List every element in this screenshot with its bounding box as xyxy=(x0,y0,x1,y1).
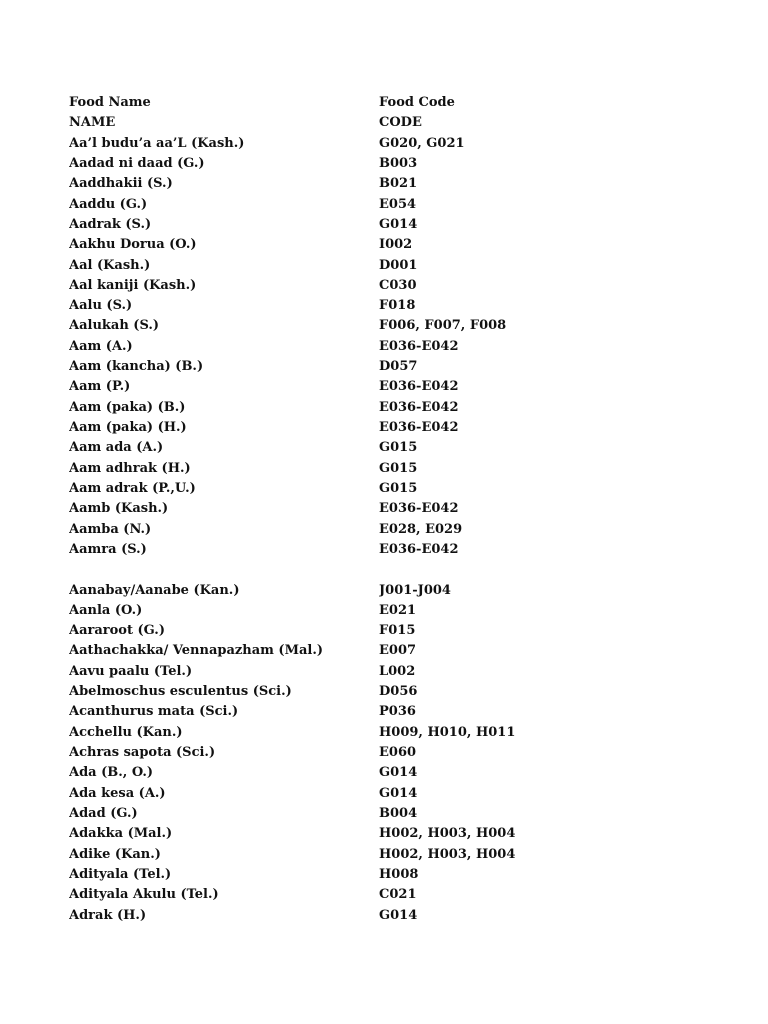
food-code-header: Food Code xyxy=(379,95,455,110)
food-code-cell: E021 xyxy=(379,602,417,618)
table-row xyxy=(69,763,709,783)
table-row xyxy=(69,154,709,174)
table-row xyxy=(69,520,709,540)
table-row xyxy=(69,845,709,865)
food-code-cell: G015 xyxy=(379,460,418,476)
table-row xyxy=(69,195,709,215)
food-name-cell: Aadad ni daad (G.) xyxy=(69,155,205,171)
food-name-cell: Aamba (N.) xyxy=(69,521,152,537)
table-row xyxy=(69,824,709,844)
food-code-cell: P036 xyxy=(379,704,416,720)
food-code-cell: D001 xyxy=(379,257,418,273)
food-code-cell: H002, H003, H004 xyxy=(379,846,516,862)
food-name-cell: Adike (Kan.) xyxy=(69,846,161,862)
food-name-cell: Aam (paka) (B.) xyxy=(69,399,186,415)
food-name-cell: Aathachakka/ Vennapazham (Mal.) xyxy=(69,643,324,659)
table-row xyxy=(69,499,709,519)
food-code-cell: B004 xyxy=(379,805,418,821)
table-row xyxy=(69,377,709,397)
food-name-header: Food Name xyxy=(69,95,151,110)
food-name-cell: Aararoot (G.) xyxy=(69,623,165,639)
food-name-cell: Aam (kancha) (B.) xyxy=(69,359,204,375)
food-name-cell: Aaddu (G.) xyxy=(69,196,148,212)
food-name-cell: Aamra (S.) xyxy=(69,541,147,557)
food-code-cell: E054 xyxy=(379,196,417,212)
table-row xyxy=(69,337,709,357)
table-row xyxy=(69,235,709,255)
table-row xyxy=(69,621,709,641)
table-row xyxy=(69,134,709,154)
food-name-cell: Aavu paalu (Tel.) xyxy=(69,663,193,679)
food-name-cell: Acanthurus mata (Sci.) xyxy=(69,704,239,720)
food-code-cell: E036-E042 xyxy=(379,338,459,354)
food-name-cell: Ada (B., O.) xyxy=(69,765,154,781)
food-name-cell: Aam (P.) xyxy=(69,379,131,395)
food-code-cell: B003 xyxy=(379,155,418,171)
food-name-cell: Aanla (O.) xyxy=(69,602,143,618)
food-code-cell: H002, H003, H004 xyxy=(379,826,516,842)
food-code-cell: F006, F007, F008 xyxy=(379,318,507,334)
food-code-cell: G014 xyxy=(379,785,418,801)
food-name-cell: Aamb (Kash.) xyxy=(69,501,169,517)
table-row xyxy=(69,682,709,702)
food-code-cell: E036-E042 xyxy=(379,379,459,395)
food-name-cell: Aa’l budu’a aa’L (Kash.) xyxy=(69,135,245,151)
table-row xyxy=(69,316,709,336)
food-name-cell: Acchellu (Kan.) xyxy=(69,724,183,740)
food-name-cell: Adityala (Tel.) xyxy=(69,866,172,882)
food-code-cell: E036-E042 xyxy=(379,420,459,435)
table-row xyxy=(69,418,709,438)
food-name-cell: Adrak (H.) xyxy=(69,907,147,923)
food-code-cell: B021 xyxy=(379,176,418,192)
food-code-cell: E060 xyxy=(379,745,417,760)
table-body xyxy=(69,581,709,926)
food-code-cell: G014 xyxy=(379,765,418,781)
food-code-cell: G014 xyxy=(379,907,418,923)
table-row xyxy=(69,601,709,621)
table-row xyxy=(69,438,709,458)
name-header: NAME xyxy=(69,115,116,131)
table-row xyxy=(69,662,709,682)
table-row xyxy=(69,479,709,499)
table-row xyxy=(69,296,709,316)
food-code-cell: H008 xyxy=(379,866,419,882)
food-name-cell: Aadrak (S.) xyxy=(69,216,152,232)
header-row xyxy=(69,113,709,133)
food-code-cell: G015 xyxy=(379,480,418,496)
food-code-cell: F015 xyxy=(379,623,416,639)
header-row xyxy=(69,93,709,113)
food-name-cell: Aaddhakii (S.) xyxy=(69,176,173,192)
food-code-cell: C030 xyxy=(379,277,417,293)
food-code-cell: J001-J004 xyxy=(379,582,451,598)
food-code-cell: C021 xyxy=(379,887,417,903)
food-name-cell: Aam ada (A.) xyxy=(69,440,164,456)
table-row xyxy=(69,804,709,824)
table-row xyxy=(69,540,709,560)
code-header: CODE xyxy=(379,115,422,131)
table-row xyxy=(69,256,709,276)
food-name-cell: Adityala Akulu (Tel.) xyxy=(69,887,219,903)
food-code-cell: I002 xyxy=(379,237,413,253)
food-name-cell: Aam (A.) xyxy=(69,338,133,354)
food-name-cell: Aanabay/Aanabe (Kan.) xyxy=(69,582,240,598)
food-name-cell: Ada kesa (A.) xyxy=(69,785,166,801)
food-code-cell: E028, E029 xyxy=(379,521,463,537)
table-body xyxy=(69,134,709,561)
table-row xyxy=(69,357,709,377)
blank-row xyxy=(69,560,709,580)
table-row xyxy=(69,723,709,743)
food-code-cell: G015 xyxy=(379,440,418,456)
food-name-cell: Adad (G.) xyxy=(69,805,138,821)
food-name-cell: Aam adhrak (H.) xyxy=(69,460,191,476)
food-code-cell: E036-E042 xyxy=(379,501,459,517)
food-name-cell: Achras sapota (Sci.) xyxy=(69,745,216,760)
food-code-cell: G020, G021 xyxy=(379,135,465,151)
table-row xyxy=(69,865,709,885)
food-code-cell: E036-E042 xyxy=(379,541,459,557)
food-name-cell: Aal (Kash.) xyxy=(69,257,151,273)
table-row xyxy=(69,215,709,235)
food-name-cell: Aam adrak (P.,U.) xyxy=(69,480,196,496)
table-row xyxy=(69,784,709,804)
food-name-cell: Adakka (Mal.) xyxy=(69,826,173,842)
table-row xyxy=(69,276,709,296)
table-row xyxy=(69,641,709,661)
food-name-cell: Aal kaniji (Kash.) xyxy=(69,277,197,293)
food-name-cell: Aalu (S.) xyxy=(69,298,133,314)
table-row xyxy=(69,702,709,722)
food-name-cell: Aakhu Dorua (O.) xyxy=(69,237,197,253)
food-code-cell: E007 xyxy=(379,643,417,659)
table-row xyxy=(69,174,709,194)
food-code-cell: D057 xyxy=(379,359,418,375)
table-row xyxy=(69,398,709,418)
food-code-cell: G014 xyxy=(379,216,418,232)
food-code-cell: L002 xyxy=(379,663,416,679)
food-code-table xyxy=(69,93,709,926)
table-row xyxy=(69,581,709,601)
table-row xyxy=(69,885,709,905)
food-code-cell: E036-E042 xyxy=(379,399,459,415)
food-name-cell: Aam (paka) (H.) xyxy=(69,420,187,435)
food-name-cell: Abelmoschus esculentus (Sci.) xyxy=(69,684,292,700)
food-code-cell: F018 xyxy=(379,298,416,314)
food-code-cell: H009, H010, H011 xyxy=(379,724,516,740)
food-code-cell: D056 xyxy=(379,684,418,700)
table-row xyxy=(69,743,709,763)
table-row xyxy=(69,906,709,926)
food-name-cell: Aalukah (S.) xyxy=(69,318,160,334)
table-row xyxy=(69,459,709,479)
